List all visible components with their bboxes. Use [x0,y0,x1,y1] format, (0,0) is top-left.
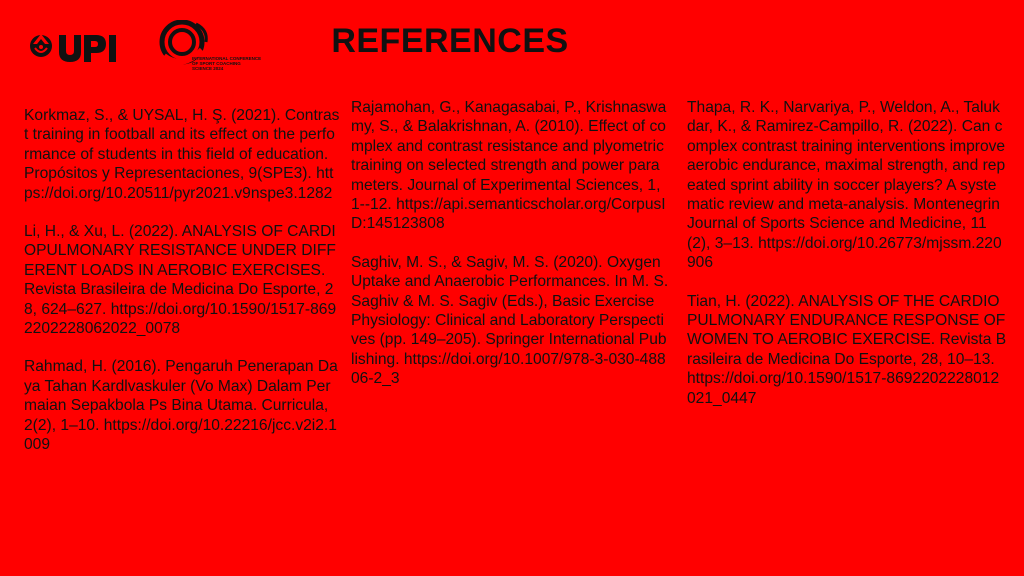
reference-entry: Korkmaz, S., & UYSAL, H. Ş. (2021). Contrast training in football and its effect on the performance of students in this field of education. Propósitos y Representaciones, 9(SPE3). https://doi.org/10.20511/pyr2021.v9nspe3.1282 [24,107,340,202]
reference-entry: Rajamohan, G., Kanagasabai, P., Krishnaswamy, S., & Balakrishnan, A. (2010). Effect of complex and contrast resistance and plyometric training on selected strength and power parameters. Journal of Experimental Sciences, 1, 1--12. https://api.semanticscholar.org/CorpusID:145123808 [351,99,667,233]
page-title: REFERENCES [331,22,569,60]
reference-entry: Li, H., & Xu, L. (2022). ANALYSIS OF CARDIOPULMONARY RESISTANCE UNDER DIFFERENT LOADS IN AEROBIC EXERCISES. Revista Brasileira de Medicina Do Esporte, 28, 624–627. https://doi.org/10.1590/1517-8692202228062022_0078 [24,223,337,338]
reference-entry: Tian, H. (2022). ANALYSIS OF THE CARDIOPULMONARY ENDURANCE RESPONSE OF WOMEN TO AEROBIC EXERCISE. Revista Brasileira de Medicina Do Esporte, 28, 10–13. https://doi.org/10.1590/1517-8692202228012021_0447 [687,292,1007,407]
conference-logo [156,20,286,76]
upi-logo [28,26,124,66]
references-column-3 [687,98,1007,427]
references-column-2 [351,98,669,408]
reference-entry: Thapa, R. K., Narvariya, P., Weldon, A., Talukdar, K., & Ramirez-Campillo, R. (2022). Can complex contrast training interventions improve aerobic endurance, maximal strength, and repeated sprint ability in soccer players? A systematic review and meta-analysis. Montenegrin Journal of Sports Science and Medicine, 11(2), 3–13. https://doi.org/10.26773/mjssm.220906 [687,99,1006,272]
upi-wordmark [59,35,116,62]
reference-entry: Saghiv, M. S., & Sagiv, M. S. (2020). Oxygen Uptake and Anaerobic Performances. In M. S. Saghiv & M. S. Sagiv (Eds.), Basic Exercise Physiology: Clinical and Laboratory Perspectives (pp. 149–205). Springer International Publishing. https://doi.org/10.1007/978-3-030-48806-2_3 [351,253,669,388]
page-title-wrapper [320,22,580,61]
reference-entry: Rahmad, H. (2016). Pengaruh Penerapan Daya Tahan Kardlvaskuler (Vo Max) Dalam Permaian Sepakbola Ps Bina Utama. Curricula, 2(2), 1–10. https://doi.org/10.22216/jcc.v2i2.1009 [24,358,338,454]
upi-emblem-icon [30,34,52,57]
conference-logo-line: OF SPORT COACHING [192,61,241,67]
conference-logo-line: SCIENCE 2024 [192,66,224,72]
conference-logo-line: INTERNATIONAL CONFERENCE [192,56,262,61]
conference-logo-text [192,56,261,72]
references-column-1 [24,106,340,474]
